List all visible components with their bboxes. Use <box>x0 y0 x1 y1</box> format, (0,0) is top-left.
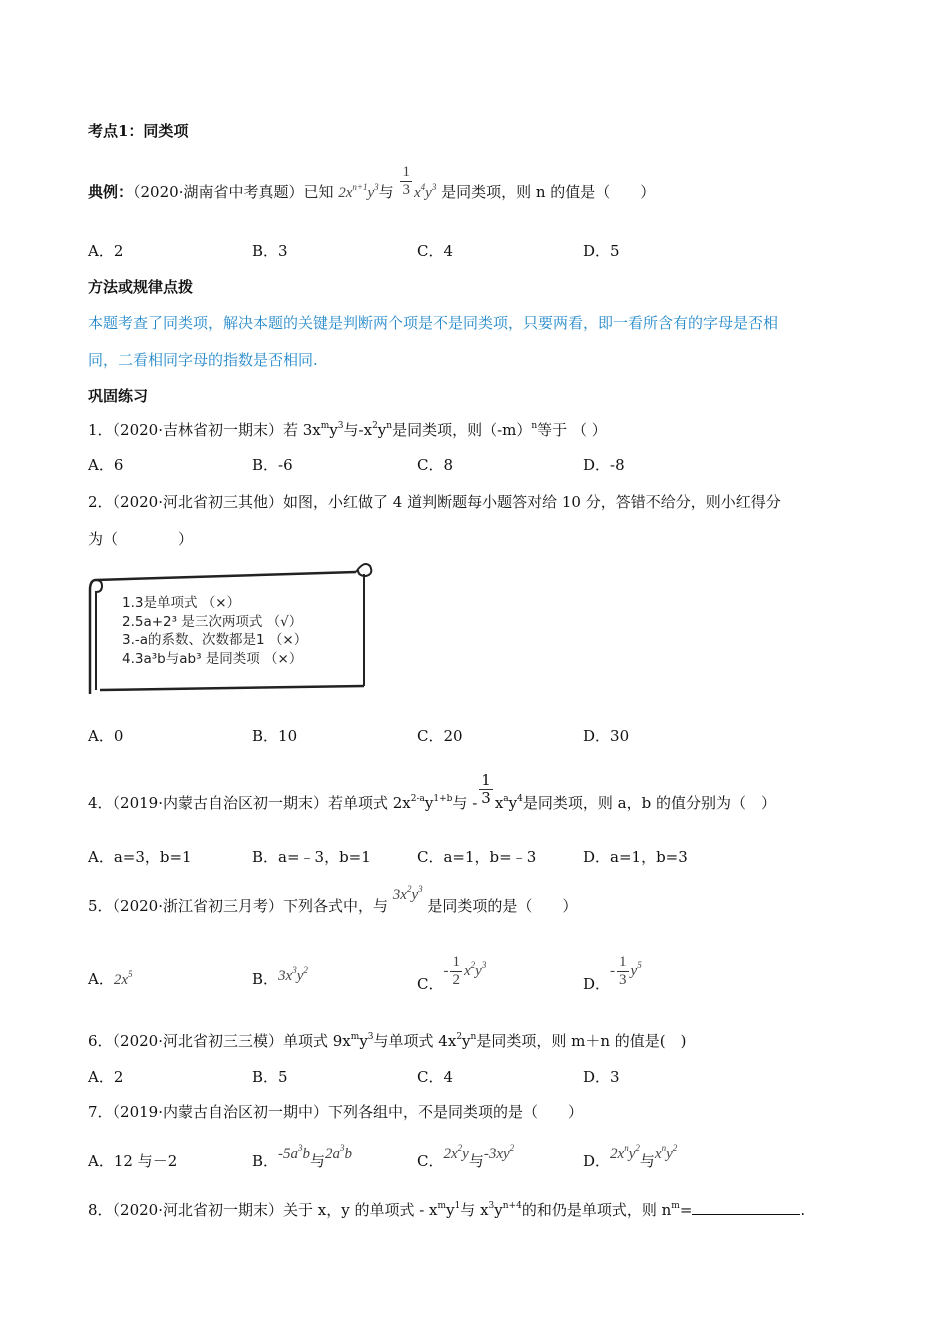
math-expr: $3x^2y^3$ <box>392 884 423 903</box>
example-label: 典例： <box>88 183 134 202</box>
practice-title: 巩固练习 <box>88 387 149 405</box>
option-b: B．10 <box>252 727 298 745</box>
option-a: A．2 <box>88 1068 124 1086</box>
option-d: D．5 <box>583 242 620 260</box>
option-d: D．- $\frac{1}{3}$ $y^5$ <box>583 954 642 994</box>
option-b: B．5 <box>252 1068 288 1086</box>
card-line-3: 3.-a的系数、次数都是1 （×） <box>122 632 308 648</box>
option-b: B．-6 <box>252 456 293 474</box>
method-text-line1: 本题考查了同类项，解决本题的关键是判断两个项是不是同类项，只要两看，即一看所含有的字母是否相 <box>88 314 779 332</box>
option-d: D．3 <box>583 1068 620 1086</box>
card-line-2: 2.5a+2³ 是三次两项式 （√） <box>122 613 303 630</box>
math-expr: $\frac{1}{3}$ $x^4y^3$ <box>402 164 437 202</box>
option-c: C．$2x^2y$与$-3xy^2$ <box>417 1143 515 1170</box>
option-b: B．$-5a^3b$与$2a^3b$ <box>252 1143 353 1170</box>
option-c: C．4 <box>417 242 454 260</box>
answer-blank[interactable] <box>692 1200 800 1215</box>
option-d: D．a=1，b=3 <box>583 848 688 866</box>
option-a: A．6 <box>88 456 124 474</box>
option-d: D．30 <box>583 727 630 745</box>
option-a: A．12 与－2 <box>88 1152 178 1170</box>
example-question: 典例：（2020·湖南省中考真题）已知 $2x^{n+1}y^3$与 $\frac{1}{3}$ $x^4y^3$ 是同类项，则 n 的值是（ ） <box>88 164 656 202</box>
option-c: C．- $\frac{1}{2}$ $x^2y^3$ <box>417 954 487 994</box>
option-d: D．-8 <box>583 456 625 474</box>
option-a: A．0 <box>88 727 124 745</box>
option-a: A．2 <box>88 242 124 260</box>
option-c: C．8 <box>417 456 454 474</box>
option-c: C．20 <box>417 727 463 745</box>
question-7: 7．（2019·内蒙古自治区初一期中）下列各组中，不是同类项的是（ ） <box>88 1103 583 1121</box>
option-a: A．a=3，b=1 <box>88 848 192 866</box>
card-line-1: 1.3是单项式 （×） <box>122 595 241 611</box>
question-8: 8．（2020·河北省初一期末）关于 x，y 的单项式 - $x^my^1$与 $x^3y^{n+4}$的和仍是单项式，则 $n^m=$ . <box>88 1201 806 1219</box>
question-5: 5．（2020·浙江省初三月考）下列各式中，与 $3x^2y^3$ 是同类项的是（ ） <box>88 884 578 915</box>
option-a: A．$2x^5$ <box>88 969 133 988</box>
option-b: B．a=﹣3，b=1 <box>252 848 371 866</box>
question-6: 6．（2020·河北省初三三模）单项式 $9x^my^3$与单项式 $4x^2y^n$是同类项，则 m＋n 的值是( ) <box>88 1032 687 1050</box>
option-d: D．$2x^ny^2$与$x^ny^2$ <box>583 1143 678 1170</box>
option-b: B．3 <box>252 242 288 260</box>
question-2-line1: 2．（2020·河北省初三其他）如图，小红做了 4 道判断题每小题答对给 10 分，答错不给分，则小红得分 <box>88 493 781 511</box>
method-title: 方法或规律点拨 <box>88 278 194 296</box>
option-b: B．$3x^3y^2$ <box>252 965 308 988</box>
scroll-card-image <box>88 558 378 696</box>
card-line-4: 4.3a³b与ab³ 是同类项 （×） <box>122 650 303 667</box>
option-c: C．a=1，b=﹣3 <box>417 848 537 866</box>
option-c: C．4 <box>417 1068 454 1086</box>
math-expr: $2x^{n+1}y^3$ <box>338 182 379 202</box>
section-title: 考点1：同类项 <box>88 122 189 140</box>
question-1: 1．（2020·吉林省初一期末）若 $3x^my^3$与$-x^2y^n$是同类项，则$(-m)^n$等于 （ ） <box>88 421 607 439</box>
method-text-line2: 同，二看相同字母的指数是否相同. <box>88 351 318 369</box>
question-4: 4．（2019·内蒙古自治区初一期末）若单项式 $2x^{2-a}y^{1+b}$与 - $\frac{1}{3}$ $x^ay^4$是同类项，则 a，b 的值分别为（ ） <box>88 771 776 812</box>
question-2-line2: 为（ ） <box>88 530 194 548</box>
